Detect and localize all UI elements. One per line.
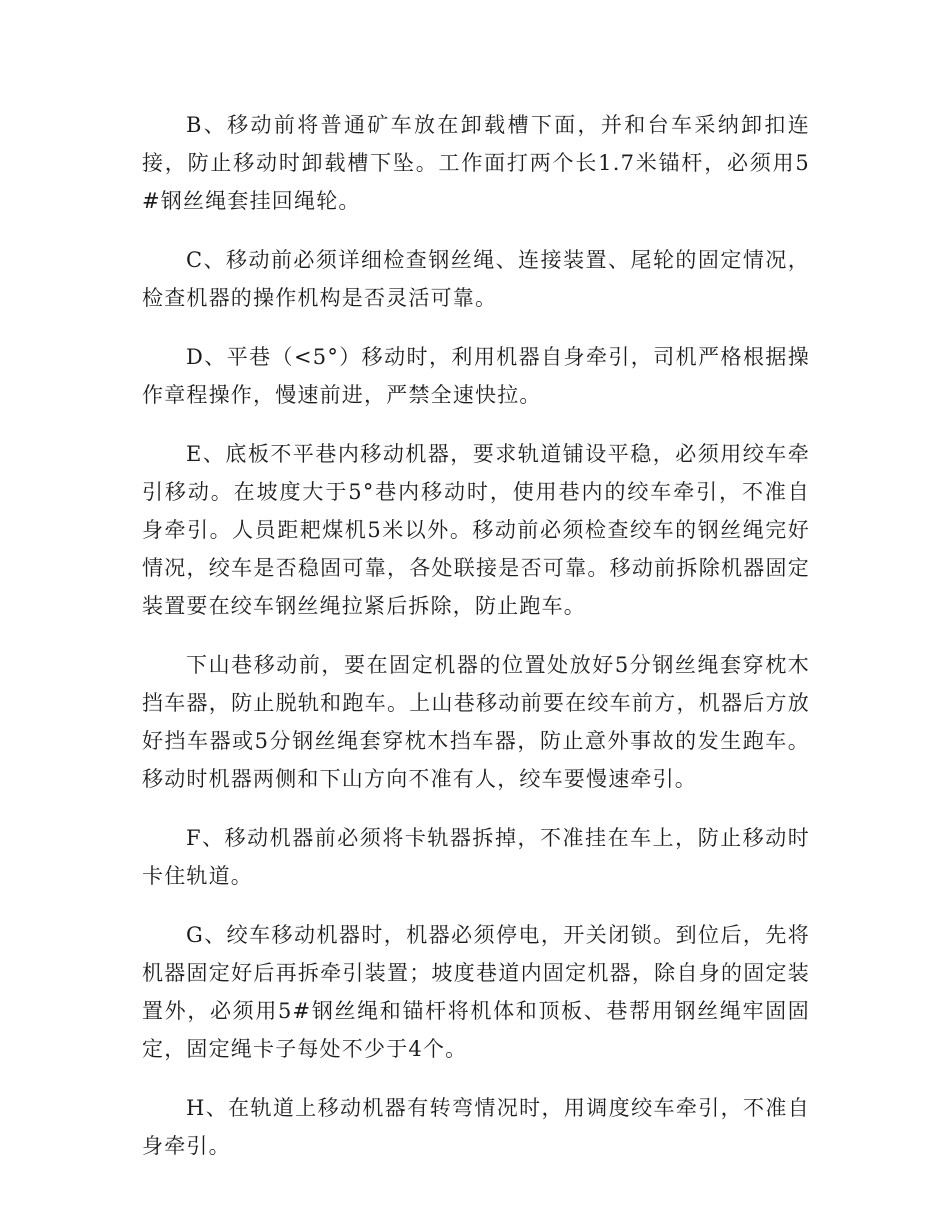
- paragraph-c: C、移动前必须详细检查钢丝绳、连接装置、尾轮的固定情况，检查机器的操作机构是否灵活可靠。: [142, 248, 810, 310]
- paragraph-f: F、移动机器前必须将卡轨器拆掉，不准挂在车上，防止移动时卡住轨道。: [142, 826, 810, 888]
- paragraph-d: D、平巷（<5°）移动时，利用机器自身牵引，司机严格根据操作章程操作，慢速前进，严禁全速快拉。: [142, 345, 810, 407]
- document-body: [142, 106, 810, 1165]
- paragraph-e: E、底板不平巷内移动机器，要求轨道铺设平稳，必须用绞车牵引移动。在坡度大于5°巷内移动时，使用巷内的绞车牵引，不准自身牵引。人员距耙煤机5米以外。移动前必须检查绞车的钢丝绳完好情况，绞车是否稳固可靠，各处联接是否可靠。移动前拆除机器固定装置要在绞车钢丝绳拉紧后拆除，防止跑车。: [142, 442, 810, 618]
- paragraph-g: G、绞车移动机器时，机器必须停电，开关闭锁。到位后，先将机器固定好后再拆牵引装置；坡度巷道内固定机器，除自身的固定装置外，必须用5#钢丝绳和锚杆将机体和顶板、巷帮用钢丝绳牢固固定，固定绳卡子每处不少于4个。: [142, 923, 810, 1061]
- paragraph-b: B、移动前将普通矿车放在卸载槽下面，并和台车采纳卸扣连接，防止移动时卸载槽下坠。工作面打两个长1.7米锚杆，必须用5#钢丝绳套挂回绳轮。: [142, 113, 810, 213]
- paragraph-downhill-uphill: 下山巷移动前，要在固定机器的位置处放好5分钢丝绳套穿枕木挡车器，防止脱轨和跑车。上山巷移动前要在绞车前方，机器后方放好挡车器或5分钢丝绳套穿枕木挡车器，防止意外事故的发生跑车。移动时机器两侧和下山方向不准有人，绞车要慢速牵引。: [142, 653, 810, 791]
- paragraph-h: H、在轨道上移动机器有转弯情况时，用调度绞车牵引，不准自身牵引。: [142, 1096, 810, 1158]
